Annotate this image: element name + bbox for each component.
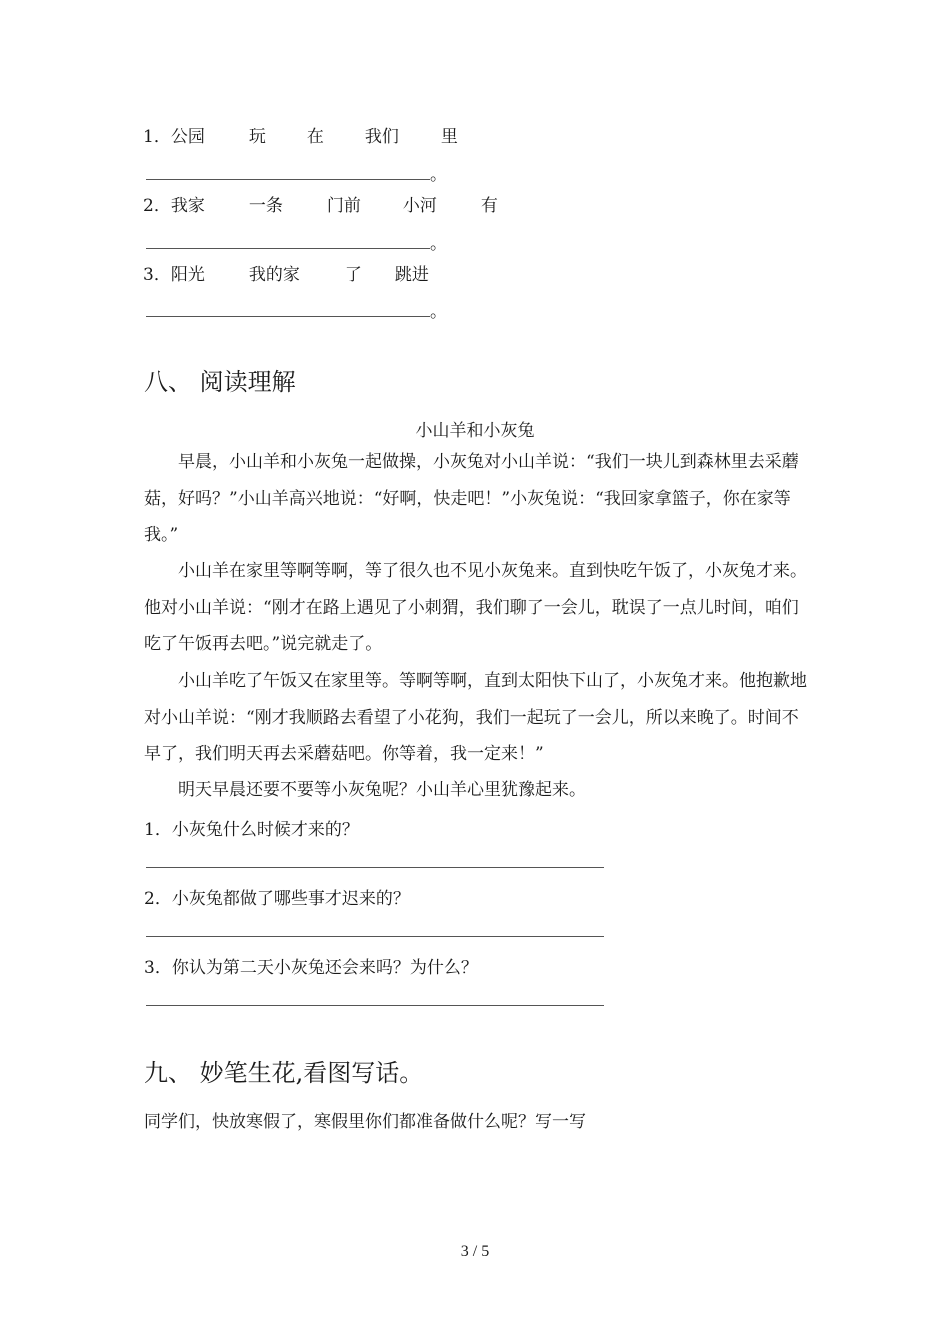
page-number: 3 / 5 [460, 1243, 490, 1260]
word-card: 在 [306, 127, 324, 147]
story-paragraph-4: 明天早晨还要不要等小灰兔呢？小山羊心里犹豫起来。 [178, 780, 586, 800]
answer-line[interactable] [146, 316, 430, 317]
story-paragraph-2: 小山羊在家里等啊等啊，等了很久也不见小灰兔来。直到快吃午饭了，小灰兔才来。他对小山羊说：“刚才在路上遇见了小刺猬，我们聊了一会儿，耽误了一点儿时间，咱们吃了午饭再去吧。”说完就走了。 [144, 561, 807, 654]
item-number: 3． [143, 265, 171, 285]
story-paragraph-3: 小山羊吃了午饭又在家里等。等啊等啊，直到太阳快下山了，小灰兔才来。他抱歉地对小山羊说：“刚才我顺路去看望了小花狗，我们一起玩了一会儿，所以来晚了。时间不早了，我们明天再去采蘑菇吧。你等着，我一定来！” [144, 671, 807, 764]
word-card: 玩 [248, 127, 266, 147]
word-card: 了 [344, 265, 362, 285]
word-card: 小河 [402, 196, 437, 216]
question-2: 2．小灰兔都做了哪些事才迟来的？ [144, 889, 410, 909]
section-heading-reading: 八、 阅读理解 [144, 368, 296, 396]
story-title: 小山羊和小灰兔 [415, 421, 535, 441]
word-card: 阳光 [170, 265, 205, 285]
item-number: 1． [143, 127, 171, 147]
story-paragraph-1: 早晨，小山羊和小灰兔一起做操，小灰兔对小山羊说：“我们一块儿到森林里去采蘑菇，好吗？”小山羊高兴地说：“好啊，快走吧！”小灰兔说：“我回家拿篮子，你在家等我。” [144, 452, 799, 545]
reorder-item-2 [143, 191, 498, 216]
word-card: 我家 [170, 196, 205, 216]
reorder-item-1 [143, 122, 458, 147]
answer-line[interactable] [146, 1005, 604, 1006]
word-card: 我们 [364, 127, 399, 147]
answer-line[interactable] [146, 179, 430, 180]
answer-line[interactable] [146, 936, 604, 937]
answer-line[interactable] [146, 248, 430, 249]
writing-prompt: 同学们，快放寒假了，寒假里你们都准备做什么呢？写一写 [144, 1112, 586, 1132]
word-card: 里 [440, 127, 458, 147]
answer-period: 。 [430, 234, 447, 254]
answer-period: 。 [430, 302, 447, 322]
word-card: 有 [480, 196, 498, 216]
reorder-item-3 [143, 260, 429, 285]
word-card: 一条 [248, 196, 283, 216]
question-1: 1．小灰兔什么时候才来的？ [144, 820, 359, 840]
section-heading-writing: 九、 妙笔生花,看图写话。 [144, 1059, 424, 1087]
answer-period: 。 [430, 165, 447, 185]
item-number: 2． [143, 196, 171, 216]
word-card: 我的家 [248, 265, 300, 285]
answer-line[interactable] [146, 867, 604, 868]
word-card: 公园 [170, 127, 205, 147]
question-3: 3．你认为第二天小灰兔还会来吗？为什么？ [144, 958, 478, 978]
word-card: 跳进 [394, 265, 429, 285]
word-card: 门前 [326, 196, 361, 216]
